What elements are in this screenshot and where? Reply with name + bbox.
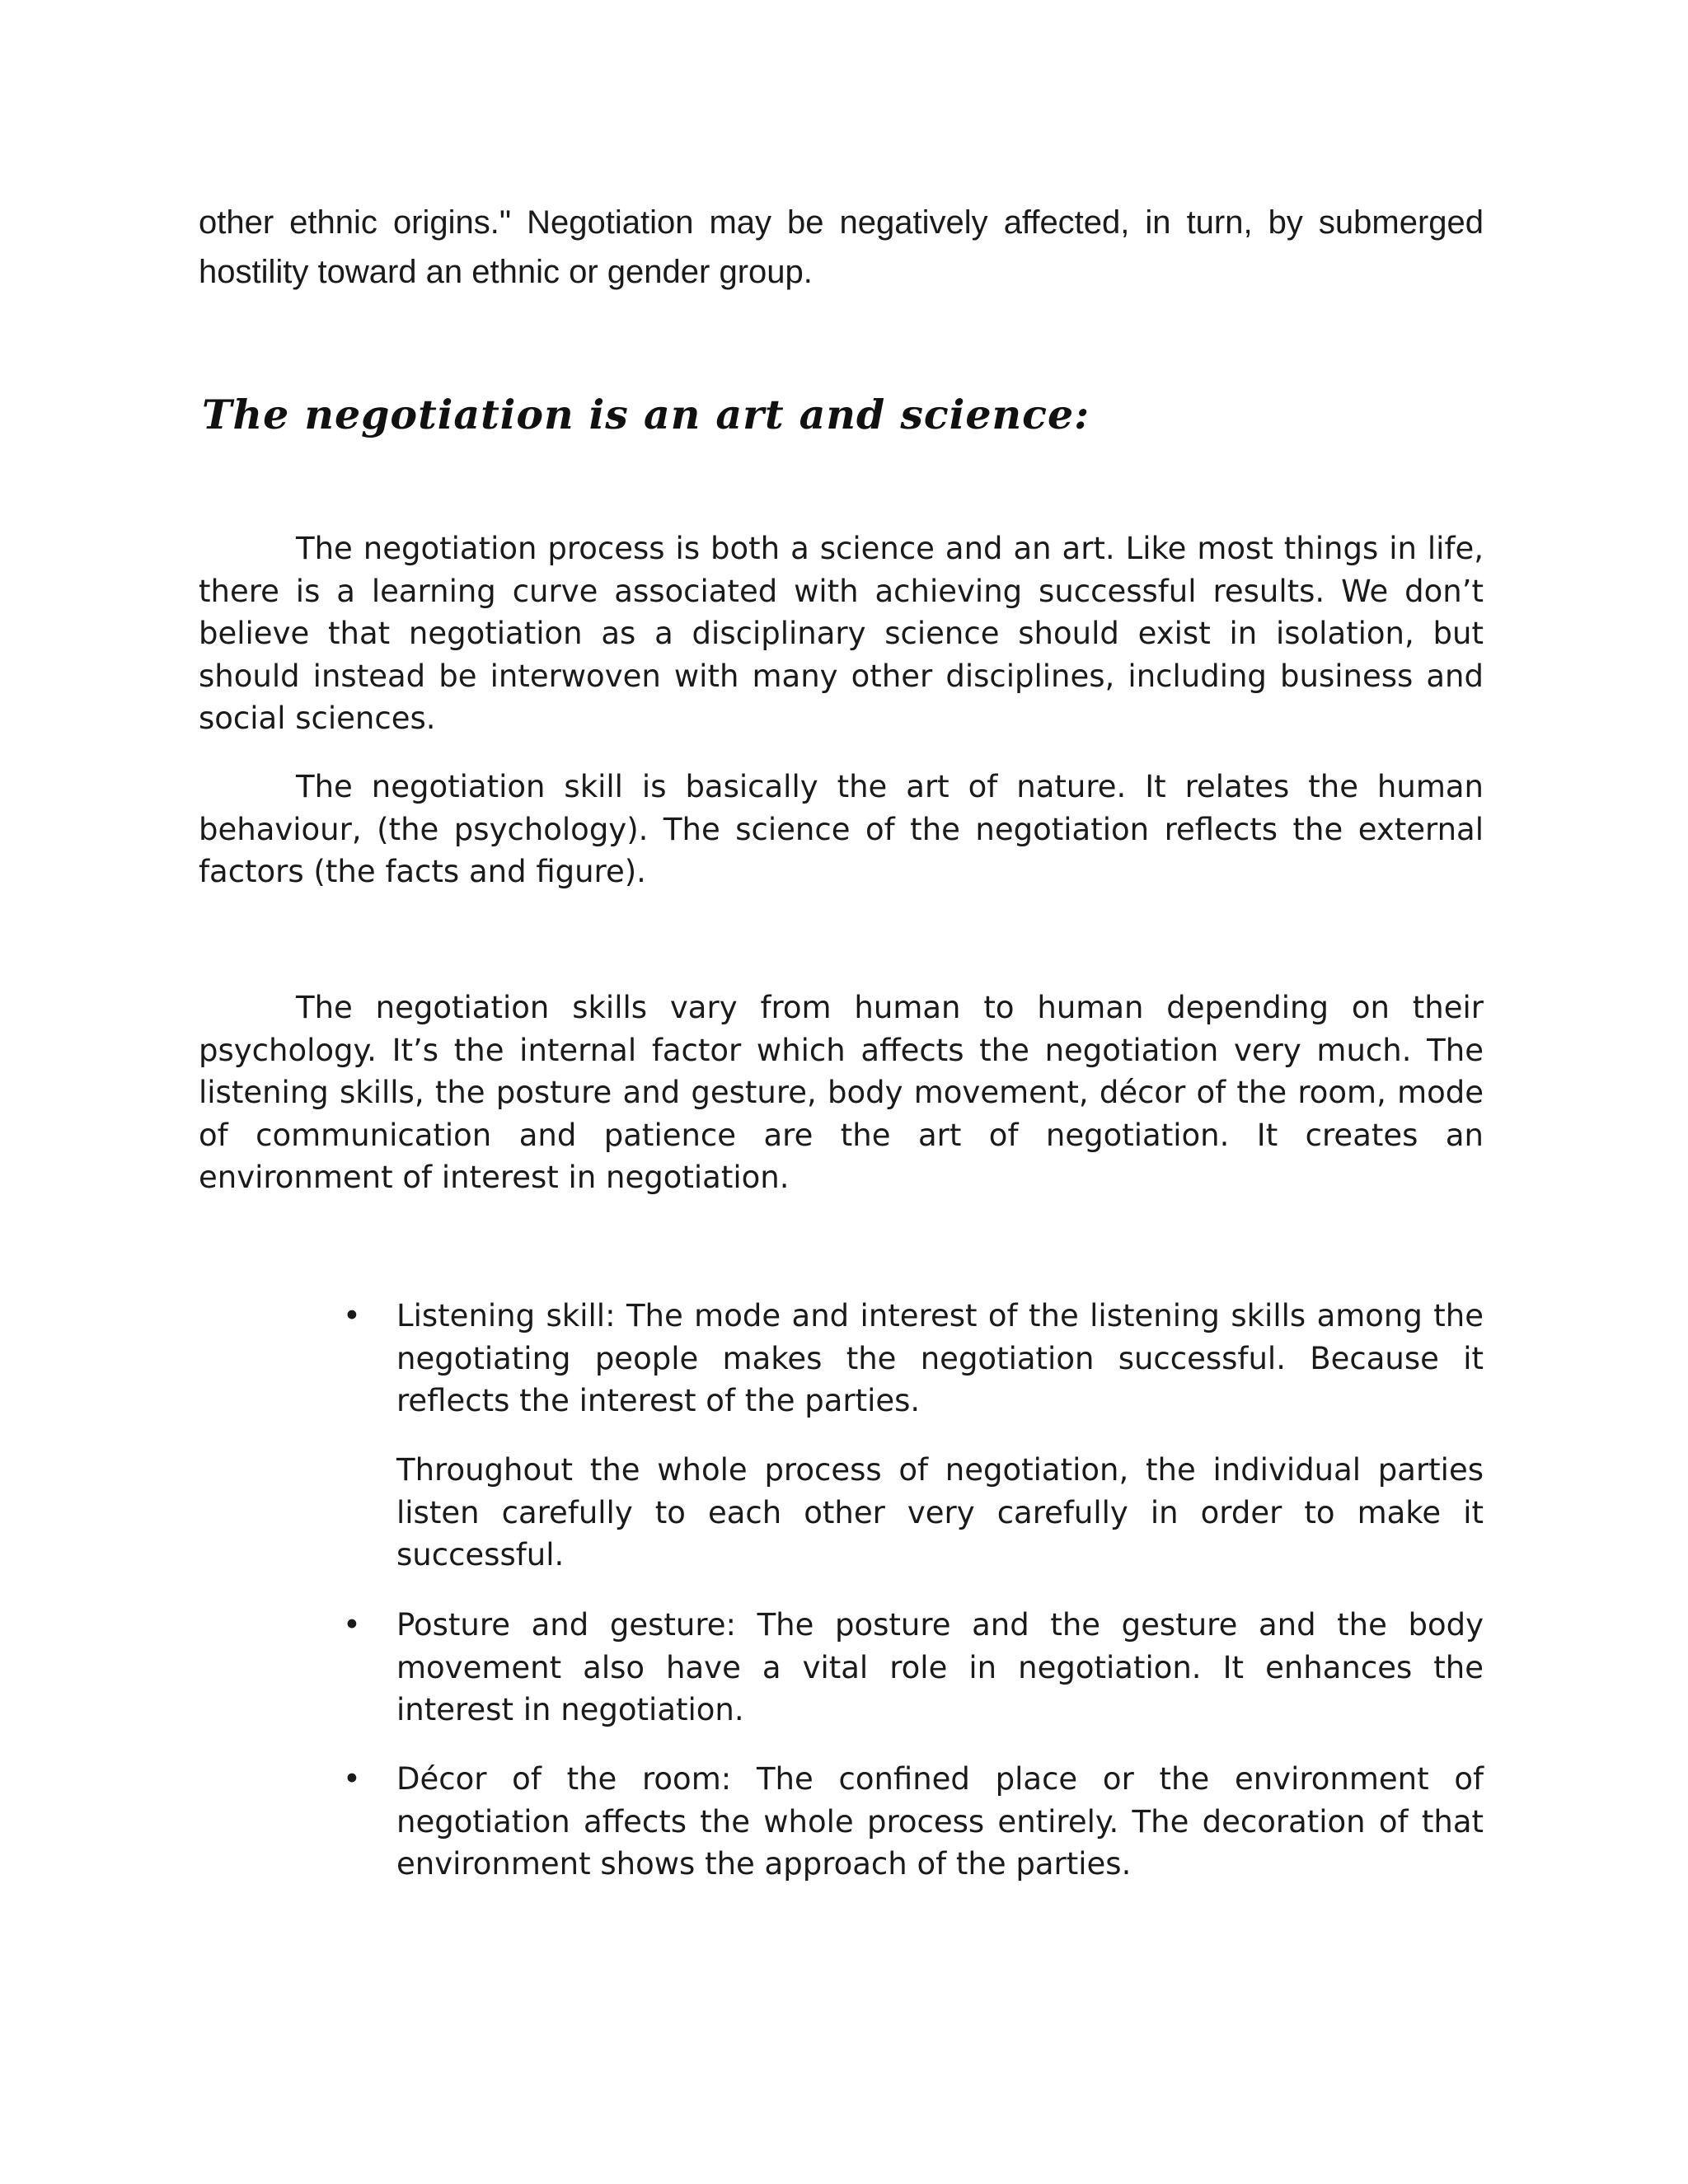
lead-paragraph: other ethnic origins." Negotiation may be negatively affected, in turn, by submerged hostility toward an ethnic or gender group.: [199, 204, 1484, 290]
paragraph-skills-vary: The negotiation skills vary from human to human depending on their psychology. It’s the internal factor which affects the negotiation very much. The listening skills, the posture and gesture, body movement, décor of the room, mode of communication and patience are the art of negotiation. It creates an environment of interest in negotiation.: [199, 990, 1484, 1195]
bullet-decor-of-room: Décor of the room: The confined place or the environment of negotiation affects the whole process entirely. The decoration of that environment shows the approach of the parties.: [396, 1761, 1484, 1882]
bullet-listening-skill: Listening skill: The mode and interest of the listening skills among the negotiating people makes the negotiation successful. Because it reflects the interest of the parties.: [396, 1298, 1484, 1418]
bullet-marker: •: [343, 1607, 361, 1643]
paragraph-art-of-nature: The negotiation skill is basically the art of nature. It relates the human behaviour, (the psychology). The science of the negotiation reflects the external factors (the facts and figure).: [199, 769, 1484, 889]
bullet-marker: •: [343, 1298, 361, 1333]
paragraph-art-and-science: The negotiation process is both a science and an art. Like most things in life, there is a learning curve associated with achieving successful results. We don’t believe that negotiation as a disciplinary science should exist in isolation, but should instead be interwoven with many other disciplines, including business and social sciences.: [199, 531, 1484, 736]
section-heading: The negotiation is an art and science:: [202, 391, 1090, 438]
bullet-marker: •: [343, 1761, 361, 1797]
bullet-listening-skill-continuation: Throughout the whole process of negotiation, the individual parties listen carefully to each other very carefully in order to make it successful.: [396, 1452, 1484, 1572]
bullet-posture-and-gesture: Posture and gesture: The posture and the gesture and the body movement also have a vital role in negotiation. It enhances the interest in negotiation.: [396, 1607, 1484, 1727]
